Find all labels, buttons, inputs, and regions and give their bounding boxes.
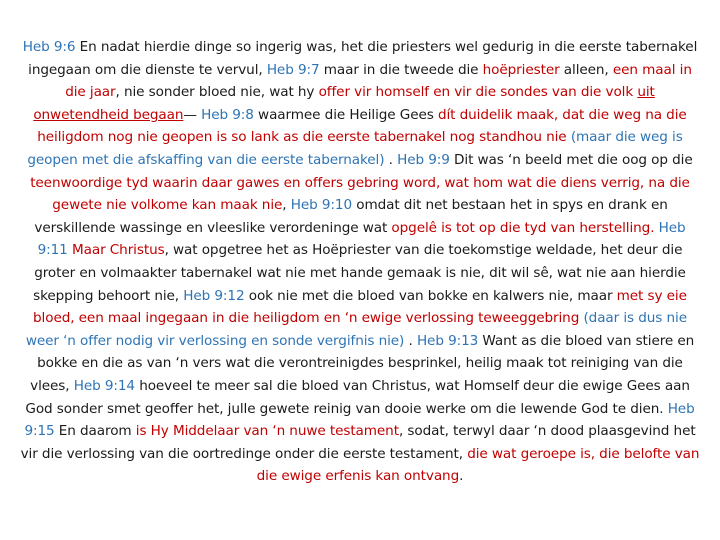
- verse-reference: Heb 9:14: [73, 377, 135, 394]
- highlighted-text-red: Maar Christus: [71, 242, 165, 259]
- highlighted-text-red: hoëpriester: [482, 61, 560, 78]
- scripture-passage: [18, 36, 702, 488]
- text-segment: .: [384, 151, 398, 168]
- text-segment: , sodat, terwyl daar ‘n dood plaasgevind het vir die verlossing van die oortredinge onder die eerste testament,: [20, 423, 696, 462]
- text-segment: .: [404, 332, 417, 349]
- verse-reference: Heb 9:9: [397, 151, 450, 168]
- verse-reference: Heb 9:8: [201, 106, 254, 123]
- text-segment: maar in die tweede die: [319, 61, 483, 78]
- text-segment: Dit was ‘n beeld met die oog op die: [449, 151, 693, 168]
- highlighted-text-red: teenwoordige tyd waarin daar gawes en offers gebring word, wat hom wat die diens verrig, na die gewete nie volkome kan maak nie: [30, 174, 690, 214]
- text-segment: waarmee die Heilige Gees: [253, 106, 438, 123]
- highlighted-text-red: offer vir homself en vir die sondes van die volk: [318, 84, 638, 101]
- verse-reference: Heb 9:13: [416, 332, 479, 349]
- text-segment: alleen,: [559, 61, 613, 78]
- text-segment: En daarom: [54, 423, 136, 440]
- highlighted-text-blue: (daar is dus nie weer ‘n offer nodig vir verlossing en sonde vergifnis nie): [25, 310, 687, 349]
- text-segment: En nadat hierdie dinge so ingerig was, het die priesters wel gedurig in die eerste tabernakel ingegaan om die dienste te vervul,: [28, 39, 698, 78]
- highlighted-text-blue: (maar die weg is geopen met die afskaffing van die eerste tabernakel): [27, 129, 683, 168]
- verse-reference: Heb 9:10: [290, 197, 352, 214]
- verse-reference: Heb 9:7: [266, 61, 320, 78]
- highlighted-text-red: die wat geroepe is, die belofte van die ewige erfenis kan ontvang: [256, 445, 700, 485]
- highlighted-text-red: met sy eie bloed, een maal ingegaan in die heiligdom en ‘n ewige verlossing teweeggebring: [33, 287, 687, 327]
- highlighted-text-red: opgelê is tot op die tyd van herstelling.: [391, 219, 655, 236]
- text-segment: Want as die bloed van stiere en bokke en die as van ‘n vers wat die verontreinigdes besprinkel, heilig maak tot reiniging van die vlees,: [30, 332, 695, 394]
- text-segment: ook nie met die bloed van bokke en kalwers nie, maar: [244, 287, 617, 304]
- verse-reference: Heb 9:6: [22, 39, 76, 55]
- verse-reference: Heb 9:15: [24, 400, 695, 440]
- text-segment: ,: [282, 197, 291, 214]
- text-segment: —: [183, 106, 202, 123]
- verse-reference: Heb 9:12: [183, 287, 245, 304]
- text-segment: , wat opgetree het as Hoëpriester van die toekomstige weldade, het deur die groter en volmaakter tabernakel wat nie met hande gemaak is nie, dit wil sê, wat nie aan hierdie skepping behoort nie,: [33, 242, 686, 304]
- text-segment: , nie sonder bloed nie, wat hy: [115, 84, 319, 101]
- highlighted-text-red: is Hy Middelaar van ‘n nuwe testament: [135, 423, 399, 440]
- highlighted-text-red: dít duidelik maak, dat die weg na die heiligdom nog nie geopen is so lank as die eerste tabernakel nog standhou nie: [37, 106, 687, 146]
- text-segment: .: [459, 468, 464, 485]
- text-segment: omdat dit net bestaan het in spys en drank en verskillende wassinge en vleeslike verordeninge wat: [34, 197, 668, 236]
- verse-reference: Heb 9:11: [37, 219, 686, 259]
- highlighted-text-red: een maal in die jaar: [65, 61, 692, 101]
- text-segment: hoeveel te meer sal die bloed van Christus, wat Homself deur die ewige Gees aan God sonder smet geoffer het, julle gewete reinig van dooie werke om die lewende God te dien.: [25, 377, 690, 417]
- highlighted-text-red: uit onwetendheid begaan: [33, 84, 655, 123]
